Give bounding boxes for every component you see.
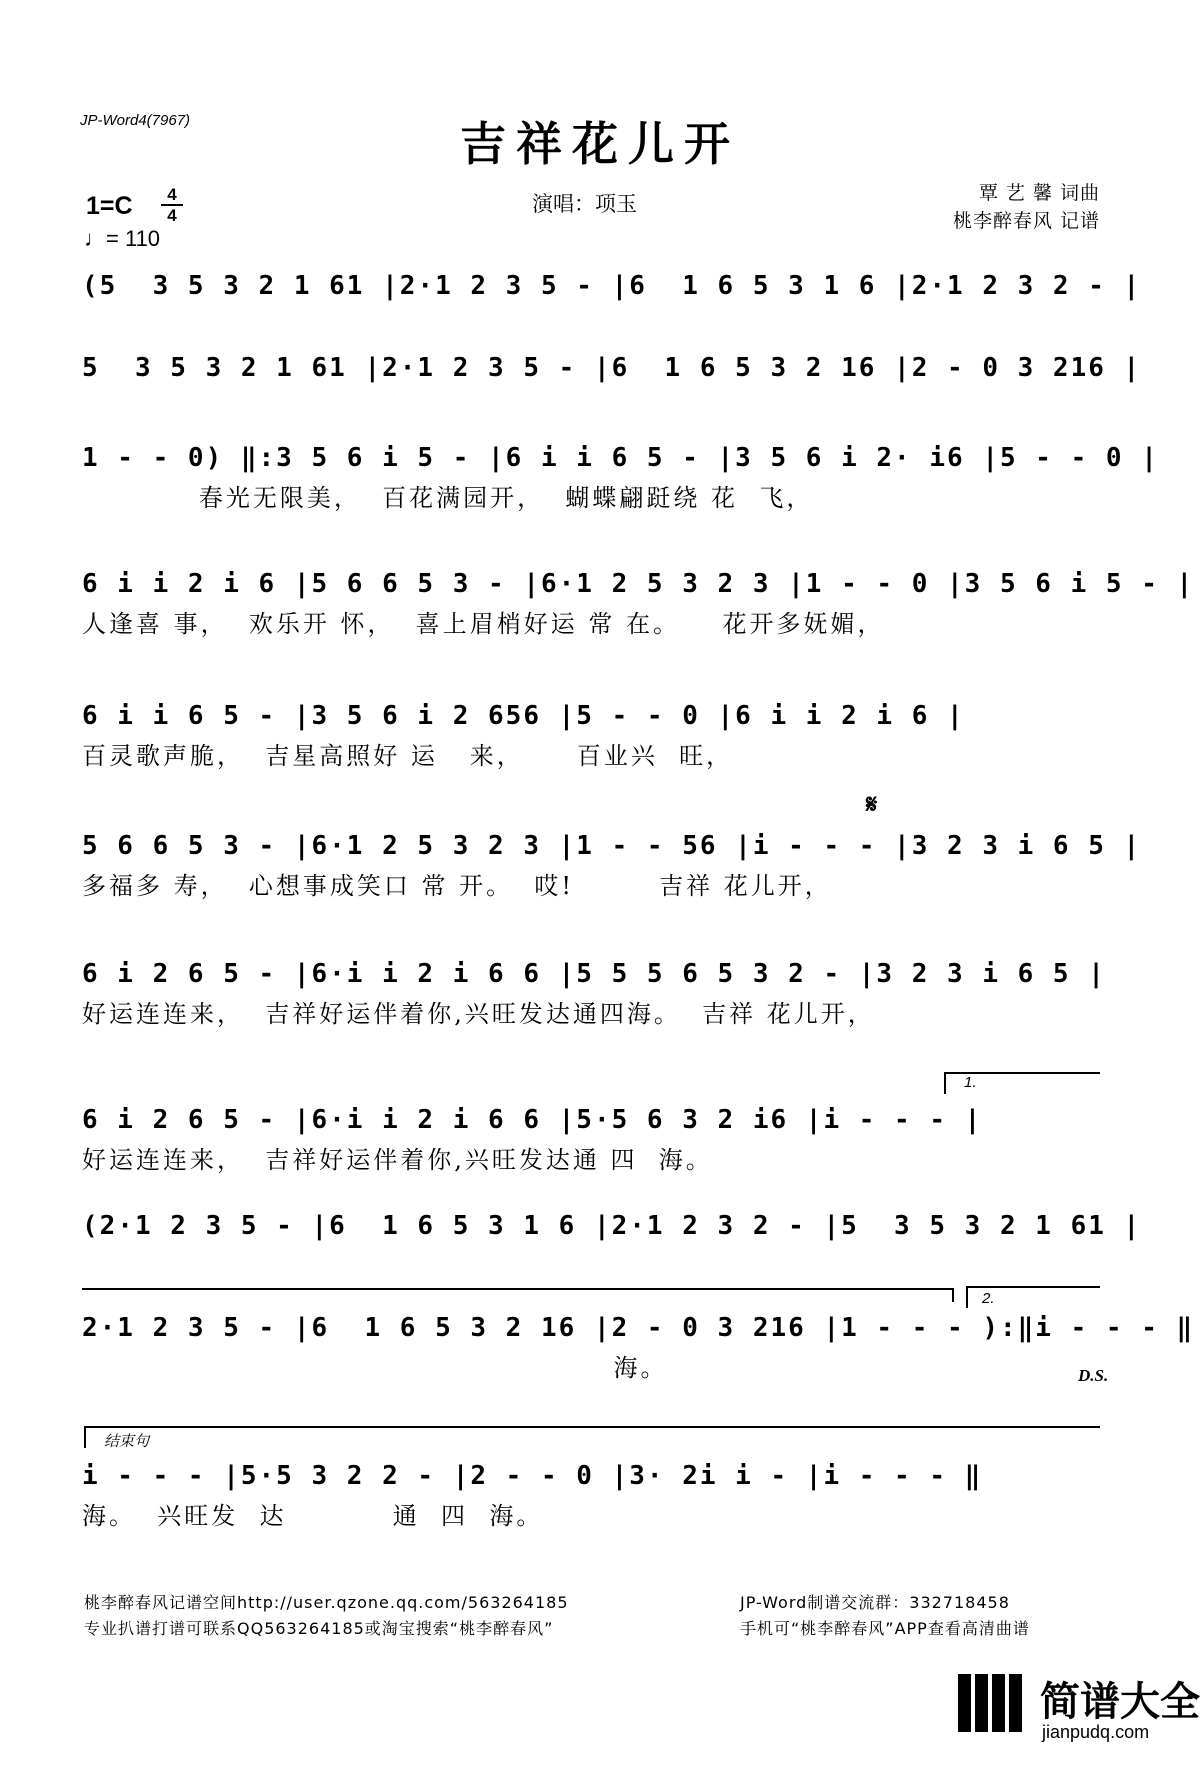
lyrics-line: 百灵歌声脆， 吉星高照好 运 来， 百业兴 旺，: [82, 742, 734, 770]
footer-group: JP-Word制谱交流群：332718458: [740, 1593, 1010, 1612]
notes-line: 5 3 5 3 2 1 61 |2·1 2 3 5 - |6 1 6 5 3 2 16 |2 - 0 3 216 |: [82, 353, 1142, 383]
notes-line: (2·1 2 3 5 - |6 1 6 5 3 1 6 |2·1 2 3 2 - |5 3 5 3 2 1 61 |: [82, 1211, 1142, 1241]
brand-name: 简谱大全: [1040, 1679, 1200, 1725]
footer-app: 手机可“桃李醉春风”APP查看高清曲谱: [740, 1619, 1030, 1638]
coda-label: 结束句: [104, 1433, 150, 1450]
tempo-marking: ♩= 110: [84, 226, 161, 251]
key-signature: 1=C: [86, 192, 133, 220]
segno-sign: 𝄋: [866, 790, 878, 820]
lyrics-line: 人逢喜 事， 欢乐开 怀， 喜上眉梢好运 常 在。 花开多妩媚，: [82, 610, 885, 638]
software-version: JP-Word4(7967): [80, 112, 191, 129]
notes-line: 6 i 2 6 5 - |6·i i 2 i 6 6 |5 5 5 6 5 3 2 - |3 2 3 i 6 5 |: [82, 959, 1106, 989]
dal-segno-mark: D.S.: [1078, 1366, 1109, 1385]
volta-2-bracket: [966, 1286, 968, 1308]
lyrics-line: 好运连连来， 吉祥好运伴着你,兴旺发达通 四 海。: [82, 1146, 713, 1174]
transcriber-credit: 桃李醉春风 记谱: [952, 210, 1100, 232]
coda-bracket: [84, 1426, 86, 1448]
volta-2-label: 2.: [982, 1290, 995, 1307]
notes-line: 1 - - 0) ‖:3 5 6 i 5 - |6 i i 6 5 - |3 5 6 i 2· i6 |5 - - 0 |: [82, 443, 1159, 473]
lyrics-line: 好运连连来， 吉祥好运伴着你,兴旺发达通四海。 吉祥 花儿开，: [82, 1000, 875, 1028]
lyrics-line: 春光无限美， 百花满园开， 蝴蝶翩跹绕 花 飞，: [82, 484, 814, 512]
footer-contact: 专业扒谱打谱可联系QQ563264185或淘宝搜索“桃李醉春风”: [84, 1619, 554, 1638]
piano-keys-icon: [958, 1674, 1030, 1732]
volta-2-line: [966, 1286, 1100, 1288]
song-title: 吉祥花儿开: [460, 117, 740, 171]
singer-credit: 演唱：项玉: [532, 192, 637, 216]
meter-bottom: 4: [167, 206, 177, 225]
author-credit: 覃 艺 馨 词曲: [978, 182, 1100, 204]
lyrics-line: 多福多 寿， 心想事成笑口 常 开。 哎! 吉祥 花儿开，: [82, 872, 832, 900]
notes-line: 6 i i 2 i 6 |5 6 6 5 3 - |6·1 2 5 3 2 3 |1 - - 0 |3 5 6 i 5 - |: [82, 569, 1195, 599]
notes-line: 5 6 6 5 3 - |6·1 2 5 3 2 3 |1 - - 56 |i - - - |3 2 3 i 6 5 |: [82, 831, 1142, 861]
notes-line: 6 i 2 6 5 - |6·i i 2 i 6 6 |5·5 6 3 2 i6 |i - - - |: [82, 1105, 983, 1135]
lyrics-line: 海。 兴旺发 达 通 四 海。: [82, 1502, 544, 1530]
repeat-bracket-line: [82, 1288, 952, 1290]
footer-space-link: 桃李醉春风记谱空间http://user.qzone.qq.com/563264185: [84, 1593, 569, 1612]
coda-bracket-line: [84, 1426, 1100, 1428]
brand-url: jianpudq.com: [1042, 1722, 1150, 1742]
meter-top: 4: [167, 185, 177, 204]
lyrics-line: 海。: [82, 1354, 668, 1382]
notes-line: i - - - |5·5 3 2 2 - |2 - - 0 |3· 2i i - |i - - - ‖: [82, 1461, 983, 1491]
repeat-bracket-tick: [952, 1288, 954, 1302]
time-signature: [161, 186, 183, 224]
volta-1-bracket: [944, 1072, 946, 1094]
notes-line: (5 3 5 3 2 1 61 |2·1 2 3 5 - |6 1 6 5 3 1 6 |2·1 2 3 2 - |: [82, 271, 1142, 301]
notes-line: 2·1 2 3 5 - |6 1 6 5 3 2 16 |2 - 0 3 216 |1 - - - ):‖i - - - ‖: [82, 1313, 1195, 1343]
notes-line: 6 i i 6 5 - |3 5 6 i 2 656 |5 - - 0 |6 i i 2 i 6 |: [82, 701, 965, 731]
volta-1-label: 1.: [964, 1074, 977, 1091]
